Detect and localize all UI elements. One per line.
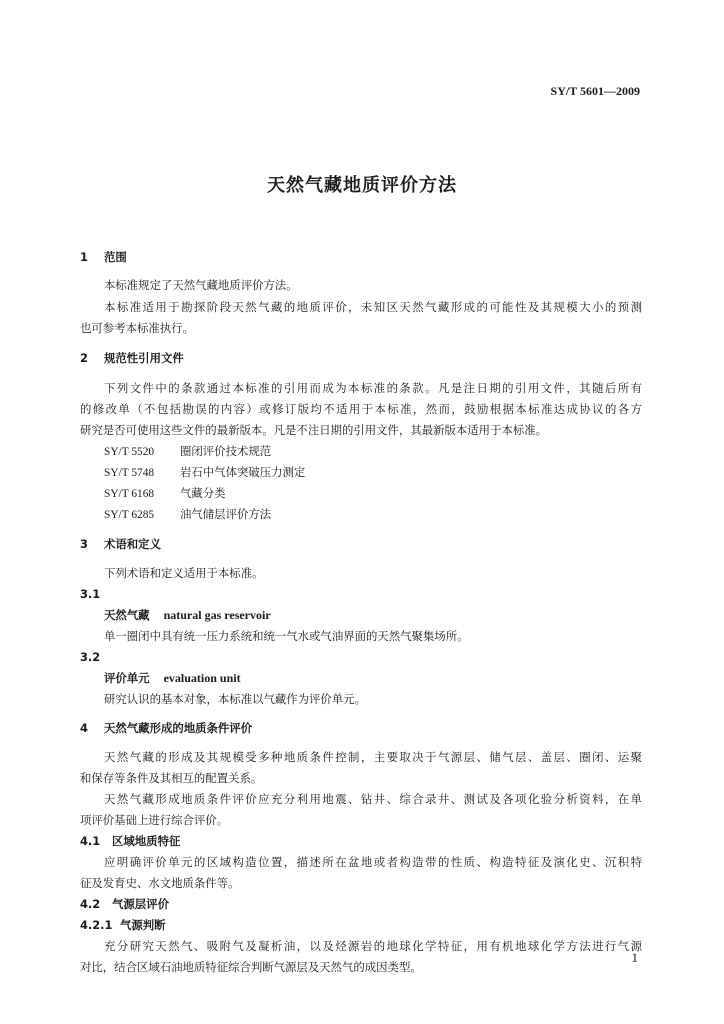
paragraph-line: 征及发育史、水文地质条件等。 xyxy=(80,876,240,890)
subsection-4-2-1-heading xyxy=(80,917,166,933)
reference-name: 气藏分类 xyxy=(180,486,226,500)
subsection-title: 气源判断 xyxy=(120,918,166,932)
document-title: 天然气藏地质评价方法 xyxy=(267,175,457,196)
section-2-heading xyxy=(80,350,184,366)
section-3-heading xyxy=(80,536,161,552)
paragraph-line: 本标准适用于勘探阶段天然气藏的地质评价，未知区天然气藏形成的可能性及其规模大小的预测 xyxy=(104,300,642,314)
section-number: 1 xyxy=(80,250,88,264)
paragraph-line: 对比，结合区域石油地质特征综合判断气源层及天然气的成因类型。 xyxy=(80,960,422,974)
subsection-number: 4.2.1 xyxy=(80,918,113,932)
reference-item xyxy=(104,464,305,481)
term-definition: 研究认识的基本对象，本标准以气藏作为评价单元。 xyxy=(104,692,366,706)
term-definition: 单一圈闭中具有统一压力系统和统一气水或气油界面的天然气聚集场所。 xyxy=(104,629,469,643)
term-entry xyxy=(104,670,241,686)
section-4-heading xyxy=(80,720,252,736)
subsection-title: 气源层评价 xyxy=(112,897,169,911)
section-1-heading xyxy=(80,249,127,265)
section-number: 2 xyxy=(80,351,88,365)
reference-code: SY/T 6285 xyxy=(104,509,155,521)
section-title: 天然气藏形成的地质条件评价 xyxy=(104,721,253,735)
section-number: 4 xyxy=(80,721,88,735)
paragraph-line: 充分研究天然气、吸附气及凝析油，以及烃源岩的地球化学特征，用有机地球化学方法进行气源 xyxy=(104,939,642,953)
term-entry xyxy=(104,607,271,623)
reference-item xyxy=(104,506,271,523)
subsection-number: 4.2 xyxy=(80,897,101,911)
paragraph-line: 和保存等条件及其相互的配置关系。 xyxy=(80,771,263,785)
reference-code: SY/T 6168 xyxy=(104,488,155,500)
term-chinese: 评价单元 xyxy=(104,671,150,685)
term-chinese: 天然气藏 xyxy=(104,608,150,622)
reference-name: 圈闭评价技术规范 xyxy=(180,444,272,458)
paragraph-line: 的修改单（不包括勘误的内容）或修订版均不适用于本标准，然而，鼓励根据本标准达成协议的各方 xyxy=(80,402,642,416)
reference-name: 油气储层评价方法 xyxy=(180,507,272,521)
term-number: 3.1 xyxy=(80,587,101,601)
subsection-title: 区域地质特征 xyxy=(112,834,181,848)
reference-code: SY/T 5520 xyxy=(104,446,155,458)
term-english: evaluation unit xyxy=(163,671,241,685)
paragraph-line: 下列文件中的条款通过本标准的引用而成为本标准的条款。凡是注日期的引用文件，其随后所有 xyxy=(104,381,642,395)
reference-item xyxy=(104,443,271,460)
paragraph-line: 天然气藏的形成及其规模受多种地质条件控制，主要取决于气源层、储气层、盖层、圈闭、运聚 xyxy=(104,750,642,764)
standard-code: SY/T 5601—2009 xyxy=(550,84,640,98)
section-number: 3 xyxy=(80,537,88,551)
reference-code: SY/T 5748 xyxy=(104,467,155,479)
section-title: 术语和定义 xyxy=(104,537,161,551)
section-title: 范围 xyxy=(104,250,127,264)
paragraph-line: 天然气藏形成地质条件评价应充分利用地震、钻井、综合录井、测试及各项化验分析资料，在单 xyxy=(104,792,642,806)
term-english: natural gas reservoir xyxy=(163,608,271,622)
paragraph-line: 应明确评价单元的区域构造位置，描述所在盆地或者构造带的性质、构造特征及演化史、沉积特 xyxy=(104,855,642,869)
term-number: 3.2 xyxy=(80,650,101,664)
subsection-number: 4.1 xyxy=(80,834,101,848)
reference-item xyxy=(104,485,226,502)
paragraph-line: 也可参考本标准执行。 xyxy=(80,321,194,335)
paragraph-line: 下列术语和定义适用于本标准。 xyxy=(104,566,264,580)
reference-name: 岩石中气体突破压力测定 xyxy=(180,465,306,479)
paragraph-line: 研究是否可使用这些文件的最新版本。凡是不注日期的引用文件，其最新版本适用于本标准。 xyxy=(80,423,548,437)
paragraph-line: 本标准规定了天然气藏地质评价方法。 xyxy=(104,278,298,292)
subsection-4-1-heading xyxy=(80,833,180,849)
page-number: 1 xyxy=(631,950,638,965)
paragraph-line: 项评价基础上进行综合评价。 xyxy=(80,813,229,827)
section-title: 规范性引用文件 xyxy=(104,351,184,365)
subsection-4-2-heading xyxy=(80,896,169,912)
